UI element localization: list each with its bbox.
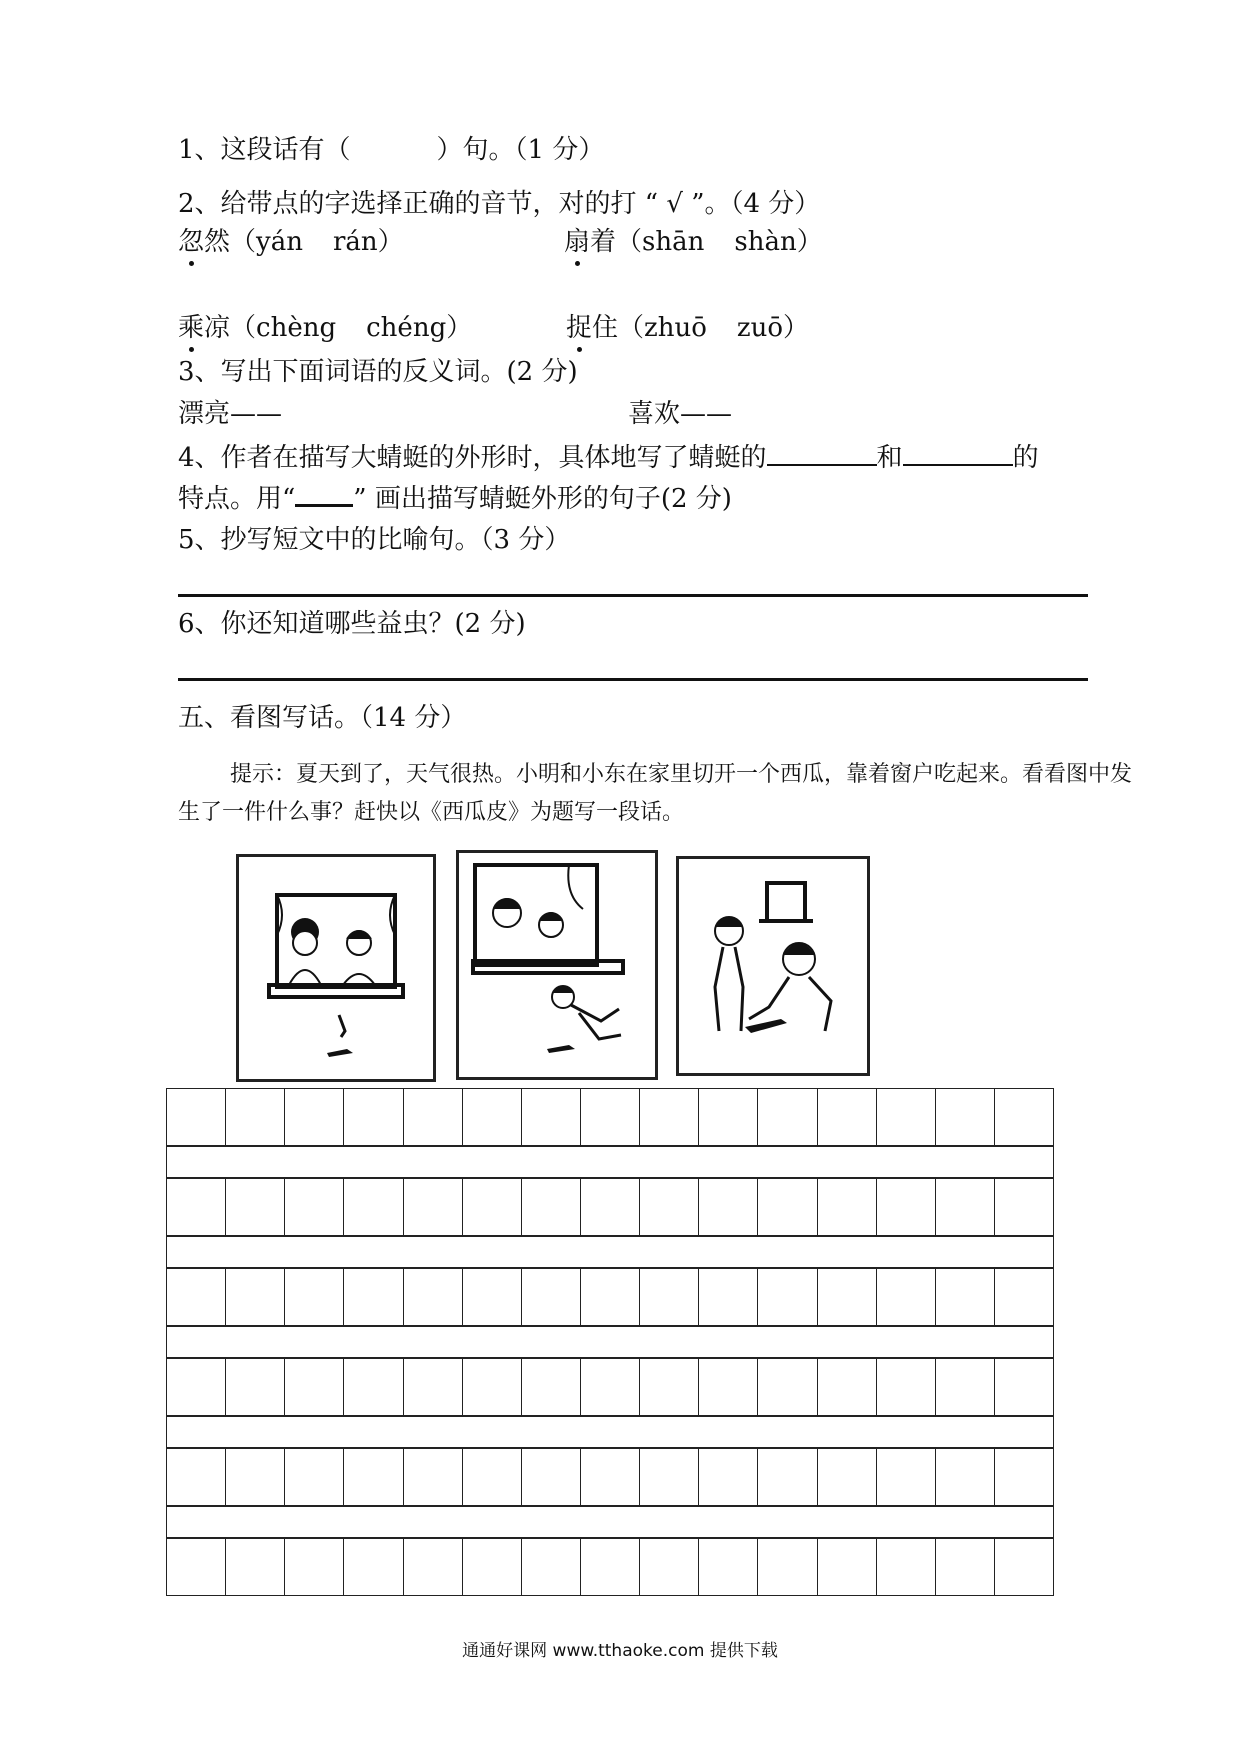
question-1: 1、这段话有（ ）句。（1 分） xyxy=(178,135,605,165)
writing-hint: 提示：夏天到了，天气很热。小明和小东在家里切开一个西瓜，靠着窗户吃起来。看看图中发生了一件什么事？赶快以《西瓜皮》为题写一段话。 xyxy=(178,762,1133,825)
grid-spacer xyxy=(166,1236,1054,1268)
grid-spacer xyxy=(166,1146,1054,1178)
writing-grid-row[interactable] xyxy=(166,1448,1054,1506)
answer-line-5[interactable] xyxy=(178,594,1088,597)
q2-item-3: 乘凉（chèng chéng） xyxy=(178,310,472,346)
question-6-title: 6、你还知道哪些益虫？(2 分) xyxy=(178,609,526,639)
picture-panel-2 xyxy=(456,850,658,1080)
writing-grid-row[interactable] xyxy=(166,1358,1054,1416)
question-5-title: 5、抄写短文中的比喻句。（3 分） xyxy=(178,525,571,555)
question-3-title: 3、写出下面词语的反义词。(2 分) xyxy=(178,357,578,387)
q2-item-4: 捉住（zhuō zuō） xyxy=(566,310,809,346)
antonym-2: 喜欢—— xyxy=(628,399,733,429)
boys-picking-up-peel-illustration xyxy=(679,859,867,1073)
writing-grid-row[interactable] xyxy=(166,1178,1054,1236)
writing-grid-row[interactable] xyxy=(166,1538,1054,1596)
footer-credit: 通通好课网 www.tthaoke.com 提供下载 xyxy=(462,1641,778,1661)
boys-eating-watermelon-illustration xyxy=(239,857,433,1079)
picture-panel-1 xyxy=(236,854,436,1082)
underline-sample xyxy=(295,478,353,507)
question-4-line-1: 4、作者在描写大蜻蜓的外形时，具体地写了蜻蜓的 和 的 xyxy=(178,438,1039,476)
girl-slipping-illustration xyxy=(459,853,655,1077)
q2-item-2: 扇着（shān shàn） xyxy=(564,224,823,260)
grid-spacer xyxy=(166,1506,1054,1538)
writing-grid-row[interactable] xyxy=(166,1268,1054,1326)
writing-grid-row[interactable] xyxy=(166,1088,1054,1146)
section-5-title: 五、看图写话。（14 分） xyxy=(178,703,467,733)
blank-2[interactable] xyxy=(903,438,1013,466)
picture-panel-3 xyxy=(676,856,870,1076)
grid-spacer xyxy=(166,1326,1054,1358)
antonym-1: 漂亮—— xyxy=(178,399,283,429)
question-2-title: 2、给带点的字选择正确的音节，对的打 “ √ ”。（4 分） xyxy=(178,189,821,219)
q2-item-1: 忽然（yán rán） xyxy=(178,224,404,260)
blank-1[interactable] xyxy=(767,438,877,466)
grid-spacer xyxy=(166,1416,1054,1448)
answer-line-6[interactable] xyxy=(178,678,1088,681)
question-4-line-2: 特点。用“ ” 画出描写蜻蜓外形的句子(2 分) xyxy=(178,478,732,517)
